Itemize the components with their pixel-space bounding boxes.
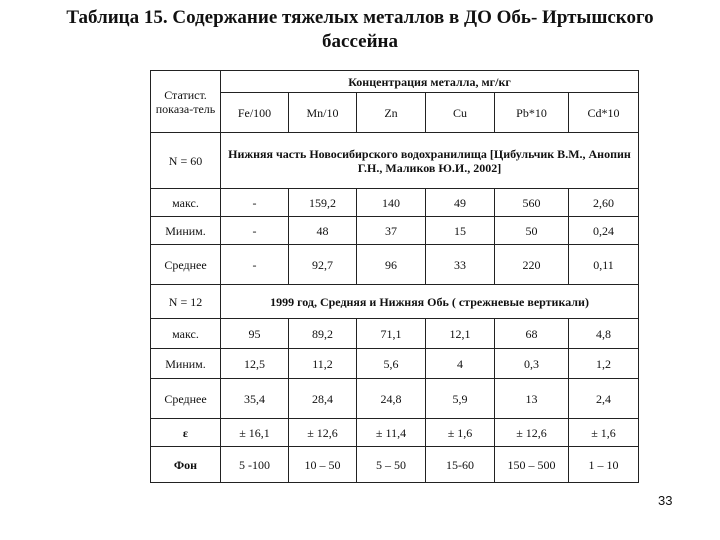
col-header-cu: Cu [426,93,495,133]
cell: ± 12,6 [289,419,357,447]
cell: 96 [357,245,426,285]
row-label: Миним. [151,217,221,245]
section-note: 1999 год, Средняя и Нижняя Обь ( стрежневые вертикали) [221,285,639,319]
cell: 1 – 10 [569,447,639,483]
page-title [20,6,700,54]
cell: 10 – 50 [289,447,357,483]
table-row [151,319,639,349]
cell: 24,8 [357,379,426,419]
section-n-label: N = 12 [151,285,221,319]
cell: 50 [495,217,569,245]
background-row [151,447,639,483]
col-header-mn: Mn/10 [289,93,357,133]
cell: 2,60 [569,189,639,217]
cell: 5 -100 [221,447,289,483]
cell: - [221,217,289,245]
epsilon-row [151,419,639,447]
table-row [151,379,639,419]
table-row [151,189,639,217]
cell: 95 [221,319,289,349]
cell: 5 – 50 [357,447,426,483]
cell: 0,3 [495,349,569,379]
cell: 220 [495,245,569,285]
row-label: ε [151,419,221,447]
row-label: Миним. [151,349,221,379]
cell: ± 12,6 [495,419,569,447]
stat-header: Статист. показа-тель [151,71,221,133]
table-row [151,217,639,245]
col-header-pb: Pb*10 [495,93,569,133]
section-row [151,133,639,189]
title-line-2: бассейна [322,31,398,52]
cell: 4 [426,349,495,379]
row-label: макс. [151,189,221,217]
page-number: 33 [658,493,673,508]
cell: 560 [495,189,569,217]
section-note: Нижняя часть Новосибирского водохранилища [Цибульчик В.М., Анопин Г.Н., Маликов Ю.И., 2002] [221,133,639,189]
metals-table [150,70,639,483]
table-row [151,349,639,379]
cell: 12,1 [426,319,495,349]
cell: 48 [289,217,357,245]
cell: 4,8 [569,319,639,349]
cell: ± 16,1 [221,419,289,447]
row-label: Среднее [151,379,221,419]
col-header-fe: Fe/100 [221,93,289,133]
row-label: Среднее [151,245,221,285]
cell: 2,4 [569,379,639,419]
cell: 5,6 [357,349,426,379]
cell: 37 [357,217,426,245]
col-header-cd: Cd*10 [569,93,639,133]
cell: 1,2 [569,349,639,379]
cell: - [221,245,289,285]
cell: - [221,189,289,217]
cell: 33 [426,245,495,285]
cell: 0,11 [569,245,639,285]
cell: ± 1,6 [426,419,495,447]
cell: 12,5 [221,349,289,379]
table-row [151,245,639,285]
concentration-group-header: Концентрация металла, мг/кг [221,71,639,93]
cell: 0,24 [569,217,639,245]
cell: 92,7 [289,245,357,285]
cell: 140 [357,189,426,217]
row-label: Фон [151,447,221,483]
cell: ± 11,4 [357,419,426,447]
cell: 28,4 [289,379,357,419]
section-n-label: N = 60 [151,133,221,189]
cell: 15-60 [426,447,495,483]
row-label: макс. [151,319,221,349]
section-row [151,285,639,319]
cell: 5,9 [426,379,495,419]
title-line-1: Таблица 15. Содержание тяжелых металлов в ДО Обь- Иртышского [66,7,654,28]
cell: 35,4 [221,379,289,419]
cell: 15 [426,217,495,245]
cell: ± 1,6 [569,419,639,447]
cell: 11,2 [289,349,357,379]
cell: 150 – 500 [495,447,569,483]
cell: 71,1 [357,319,426,349]
cell: 89,2 [289,319,357,349]
cell: 68 [495,319,569,349]
cell: 159,2 [289,189,357,217]
cell: 49 [426,189,495,217]
col-header-zn: Zn [357,93,426,133]
cell: 13 [495,379,569,419]
